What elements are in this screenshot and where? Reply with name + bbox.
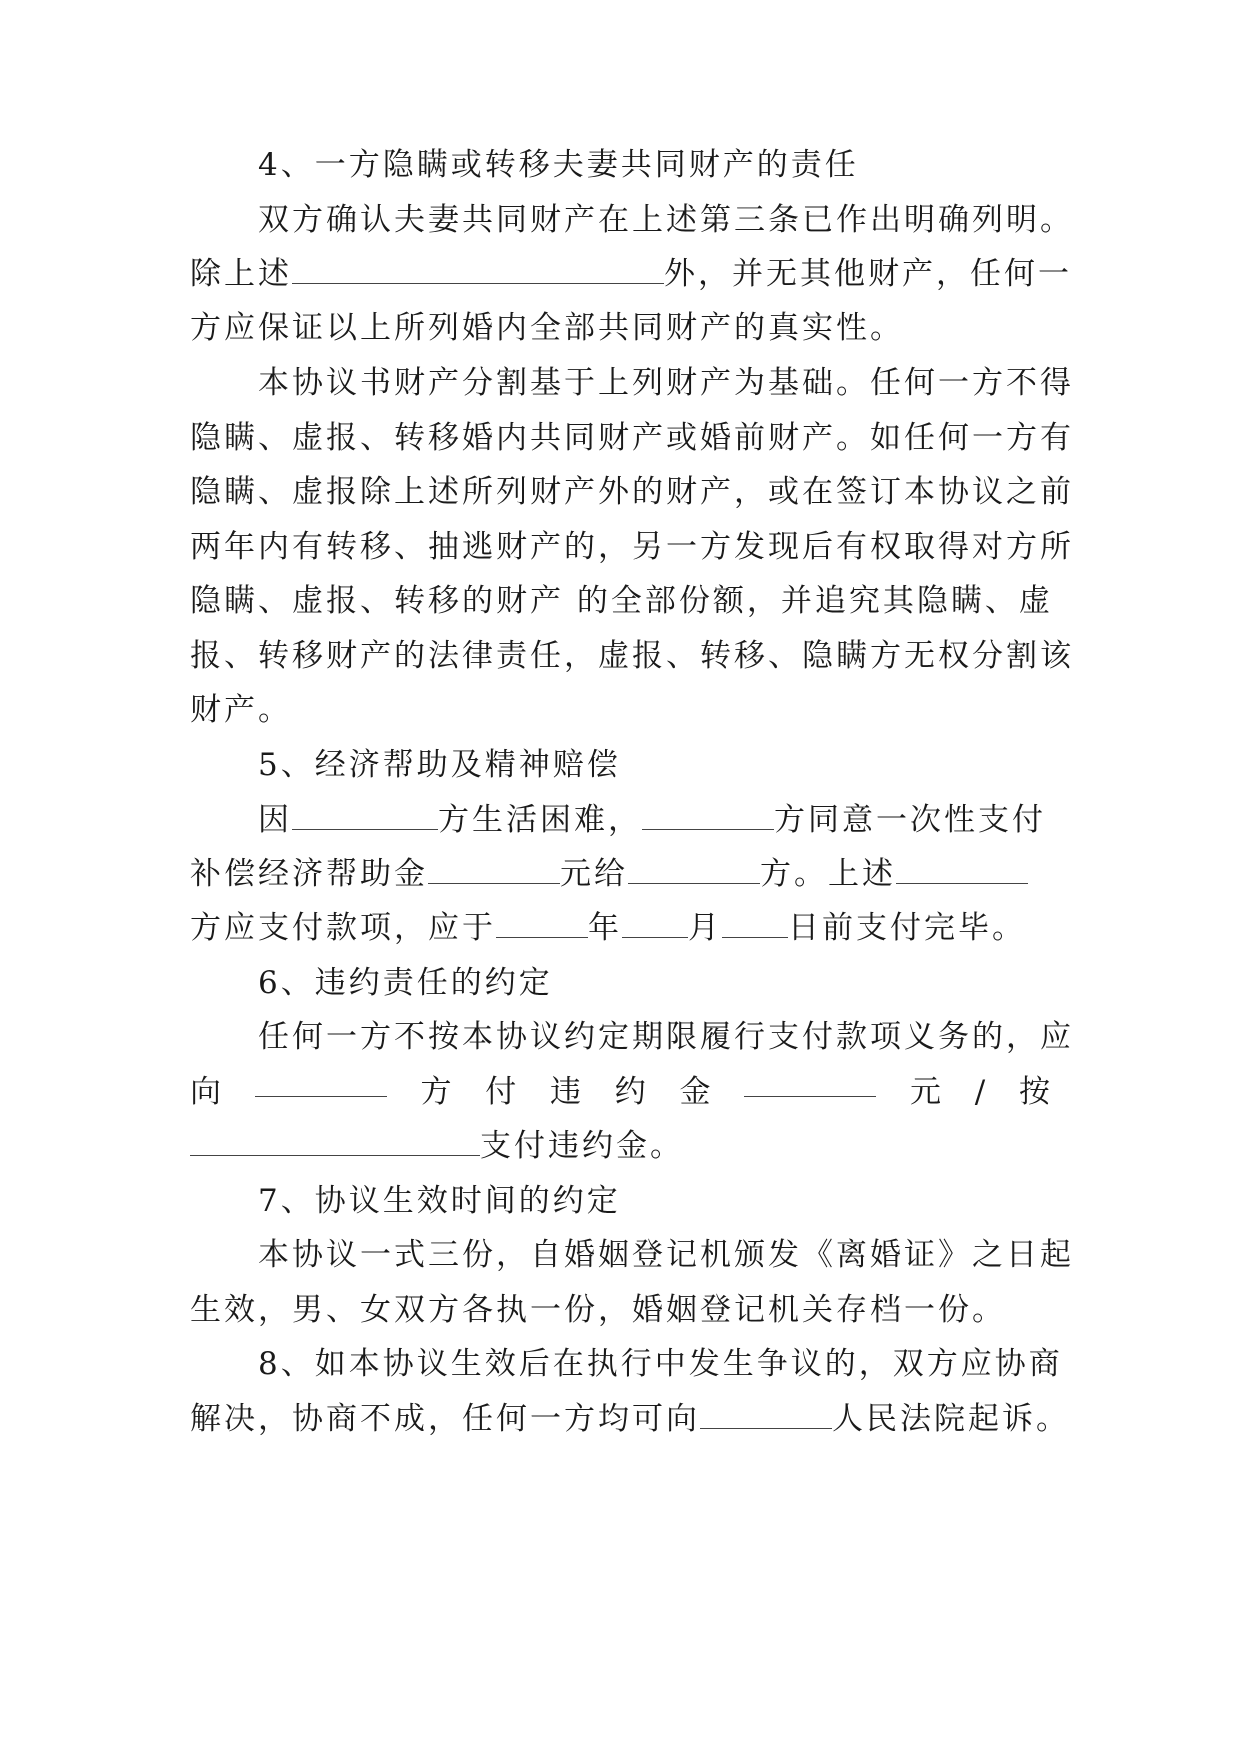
paragraph-line: 任何一方不按本协议约定期限履行支付款项义务的，应 [258, 1019, 1074, 1055]
paragraph-line: 两年内有转移、抽逃财产的，另一方发现后有权取得对方所 [190, 529, 1074, 565]
fill-blank [496, 903, 588, 938]
paragraph-line: 方应支付款项，应于 年 月 日前支付完毕。 [190, 898, 1050, 958]
paragraph-line: 解决，协商不成，任何一方均可向 人民法院起诉。 [190, 1389, 1050, 1449]
paragraph-line: 因 方生活困难， 方同意一次性支付 [258, 790, 1050, 850]
paragraph-line-justified: 向 方 付 违 约 金 元 / 按 [190, 1062, 1050, 1122]
section-heading-8: 8、如本协议生效后在执行中发生争议的，双方应协商 [258, 1346, 1063, 1382]
fill-blank [628, 849, 760, 884]
fill-blank [428, 849, 560, 884]
paragraph-line: 报、转移财产的法律责任，虚报、转移、隐瞒方无权分割该 [190, 638, 1074, 674]
paragraph-line: 方应保证以上所列婚内全部共同财产的真实性。 [190, 310, 904, 346]
fill-blank [190, 1121, 480, 1156]
paragraph-line: 隐瞒、虚报、转移婚内共同财产或婚前财产。如任何一方有 [190, 420, 1074, 456]
paragraph-line: 除上述 外，并无其他财产，任何一 [190, 244, 1050, 304]
fill-blank [896, 849, 1028, 884]
fill-blank [622, 903, 688, 938]
section-heading-7: 7、协议生效时间的约定 [258, 1183, 621, 1219]
paragraph-line: 隐瞒、虚报、转移的财产 的全部份额，并追究其隐瞒、虚 [190, 583, 1053, 619]
section-heading-6: 6、违约责任的约定 [258, 965, 553, 1001]
paragraph-line: 本协议一式三份，自婚姻登记机颁发《离婚证》之日起 [258, 1237, 1074, 1273]
fill-blank [744, 1062, 876, 1097]
fill-blank [255, 1062, 387, 1097]
fill-blank [642, 795, 774, 830]
paragraph-line: 生效，男、女双方各执一份，婚姻登记机关存档一份。 [190, 1292, 1006, 1328]
section-heading-5: 5、经济帮助及精神赔偿 [258, 747, 621, 783]
paragraph-line: 本协议书财产分割基于上列财产为基础。任何一方不得 [258, 365, 1074, 401]
paragraph-line: 财产。 [190, 692, 292, 728]
paragraph-line: 隐瞒、虚报除上述所列财产外的财产，或在签订本协议之前 [190, 474, 1074, 510]
fill-blank [292, 795, 438, 830]
paragraph-line: 支付违约金。 [190, 1116, 1050, 1176]
section-heading-4: 4、一方隐瞒或转移夫妻共同财产的责任 [258, 147, 859, 183]
fill-blank [722, 903, 788, 938]
paragraph-line: 双方确认夫妻共同财产在上述第三条已作出明确列明。 [258, 202, 1074, 238]
fill-blank [292, 249, 664, 284]
paragraph-line: 补偿经济帮助金 元给 方。上述 [190, 844, 1050, 904]
fill-blank [700, 1394, 832, 1429]
